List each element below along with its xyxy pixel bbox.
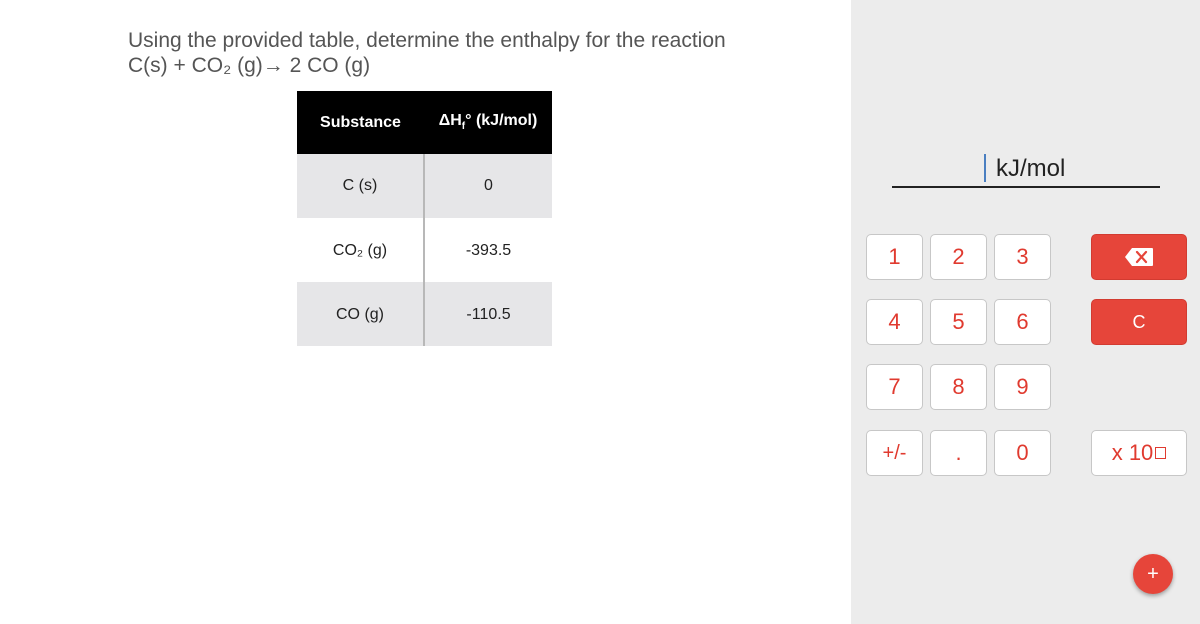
plus-icon: +	[1147, 562, 1159, 585]
key-9[interactable]: 9	[994, 364, 1051, 410]
key-2[interactable]: 2	[930, 234, 987, 280]
add-button[interactable]	[1133, 554, 1173, 594]
substance-cell: CO (g)	[297, 282, 424, 346]
backspace-icon	[1124, 247, 1154, 267]
answer-input[interactable]	[984, 154, 986, 182]
substance-cell: CO₂ (g)	[297, 218, 424, 282]
clear-button[interactable]: C	[1091, 299, 1187, 345]
key-0[interactable]: 0	[994, 430, 1051, 476]
decimal-button[interactable]: .	[930, 430, 987, 476]
backspace-button[interactable]	[1091, 234, 1187, 280]
table-header-row	[297, 91, 552, 154]
enthalpy-cell: -110.5	[424, 282, 552, 346]
question-line-1: Using the provided table, determine the enthalpy for the reaction	[128, 29, 726, 52]
enthalpy-cell: 0	[424, 154, 552, 218]
key-8[interactable]: 8	[930, 364, 987, 410]
answer-panel	[851, 0, 1200, 624]
exponent-button[interactable]	[1091, 430, 1187, 476]
table-row	[297, 154, 552, 218]
answer-unit: kJ/mol	[996, 155, 1066, 182]
key-7[interactable]: 7	[866, 364, 923, 410]
header-enthalpy: $\Delta H_f^\circ$ (kJ/mol)	[424, 91, 552, 154]
table-row	[297, 282, 552, 346]
key-5[interactable]: 5	[930, 299, 987, 345]
answer-underline	[892, 186, 1160, 188]
substance-cell: C (s)	[297, 154, 424, 218]
exponent-box-icon	[1155, 447, 1166, 459]
table-row	[297, 218, 552, 282]
sign-toggle-button[interactable]: +/-	[866, 430, 923, 476]
key-4[interactable]: 4	[866, 299, 923, 345]
enthalpy-cell: -393.5	[465, 242, 512, 259]
header-substance: Substance	[297, 91, 424, 154]
enthalpy-table	[297, 91, 552, 346]
key-1[interactable]: 1	[866, 234, 923, 280]
key-3[interactable]: 3	[994, 234, 1051, 280]
key-6[interactable]: 6	[994, 299, 1051, 345]
question-text	[128, 28, 828, 78]
exponent-label: x 10	[1111, 440, 1154, 465]
reaction-equation: C(s) + CO₂ (g)→ 2 CO (g)	[128, 54, 371, 77]
